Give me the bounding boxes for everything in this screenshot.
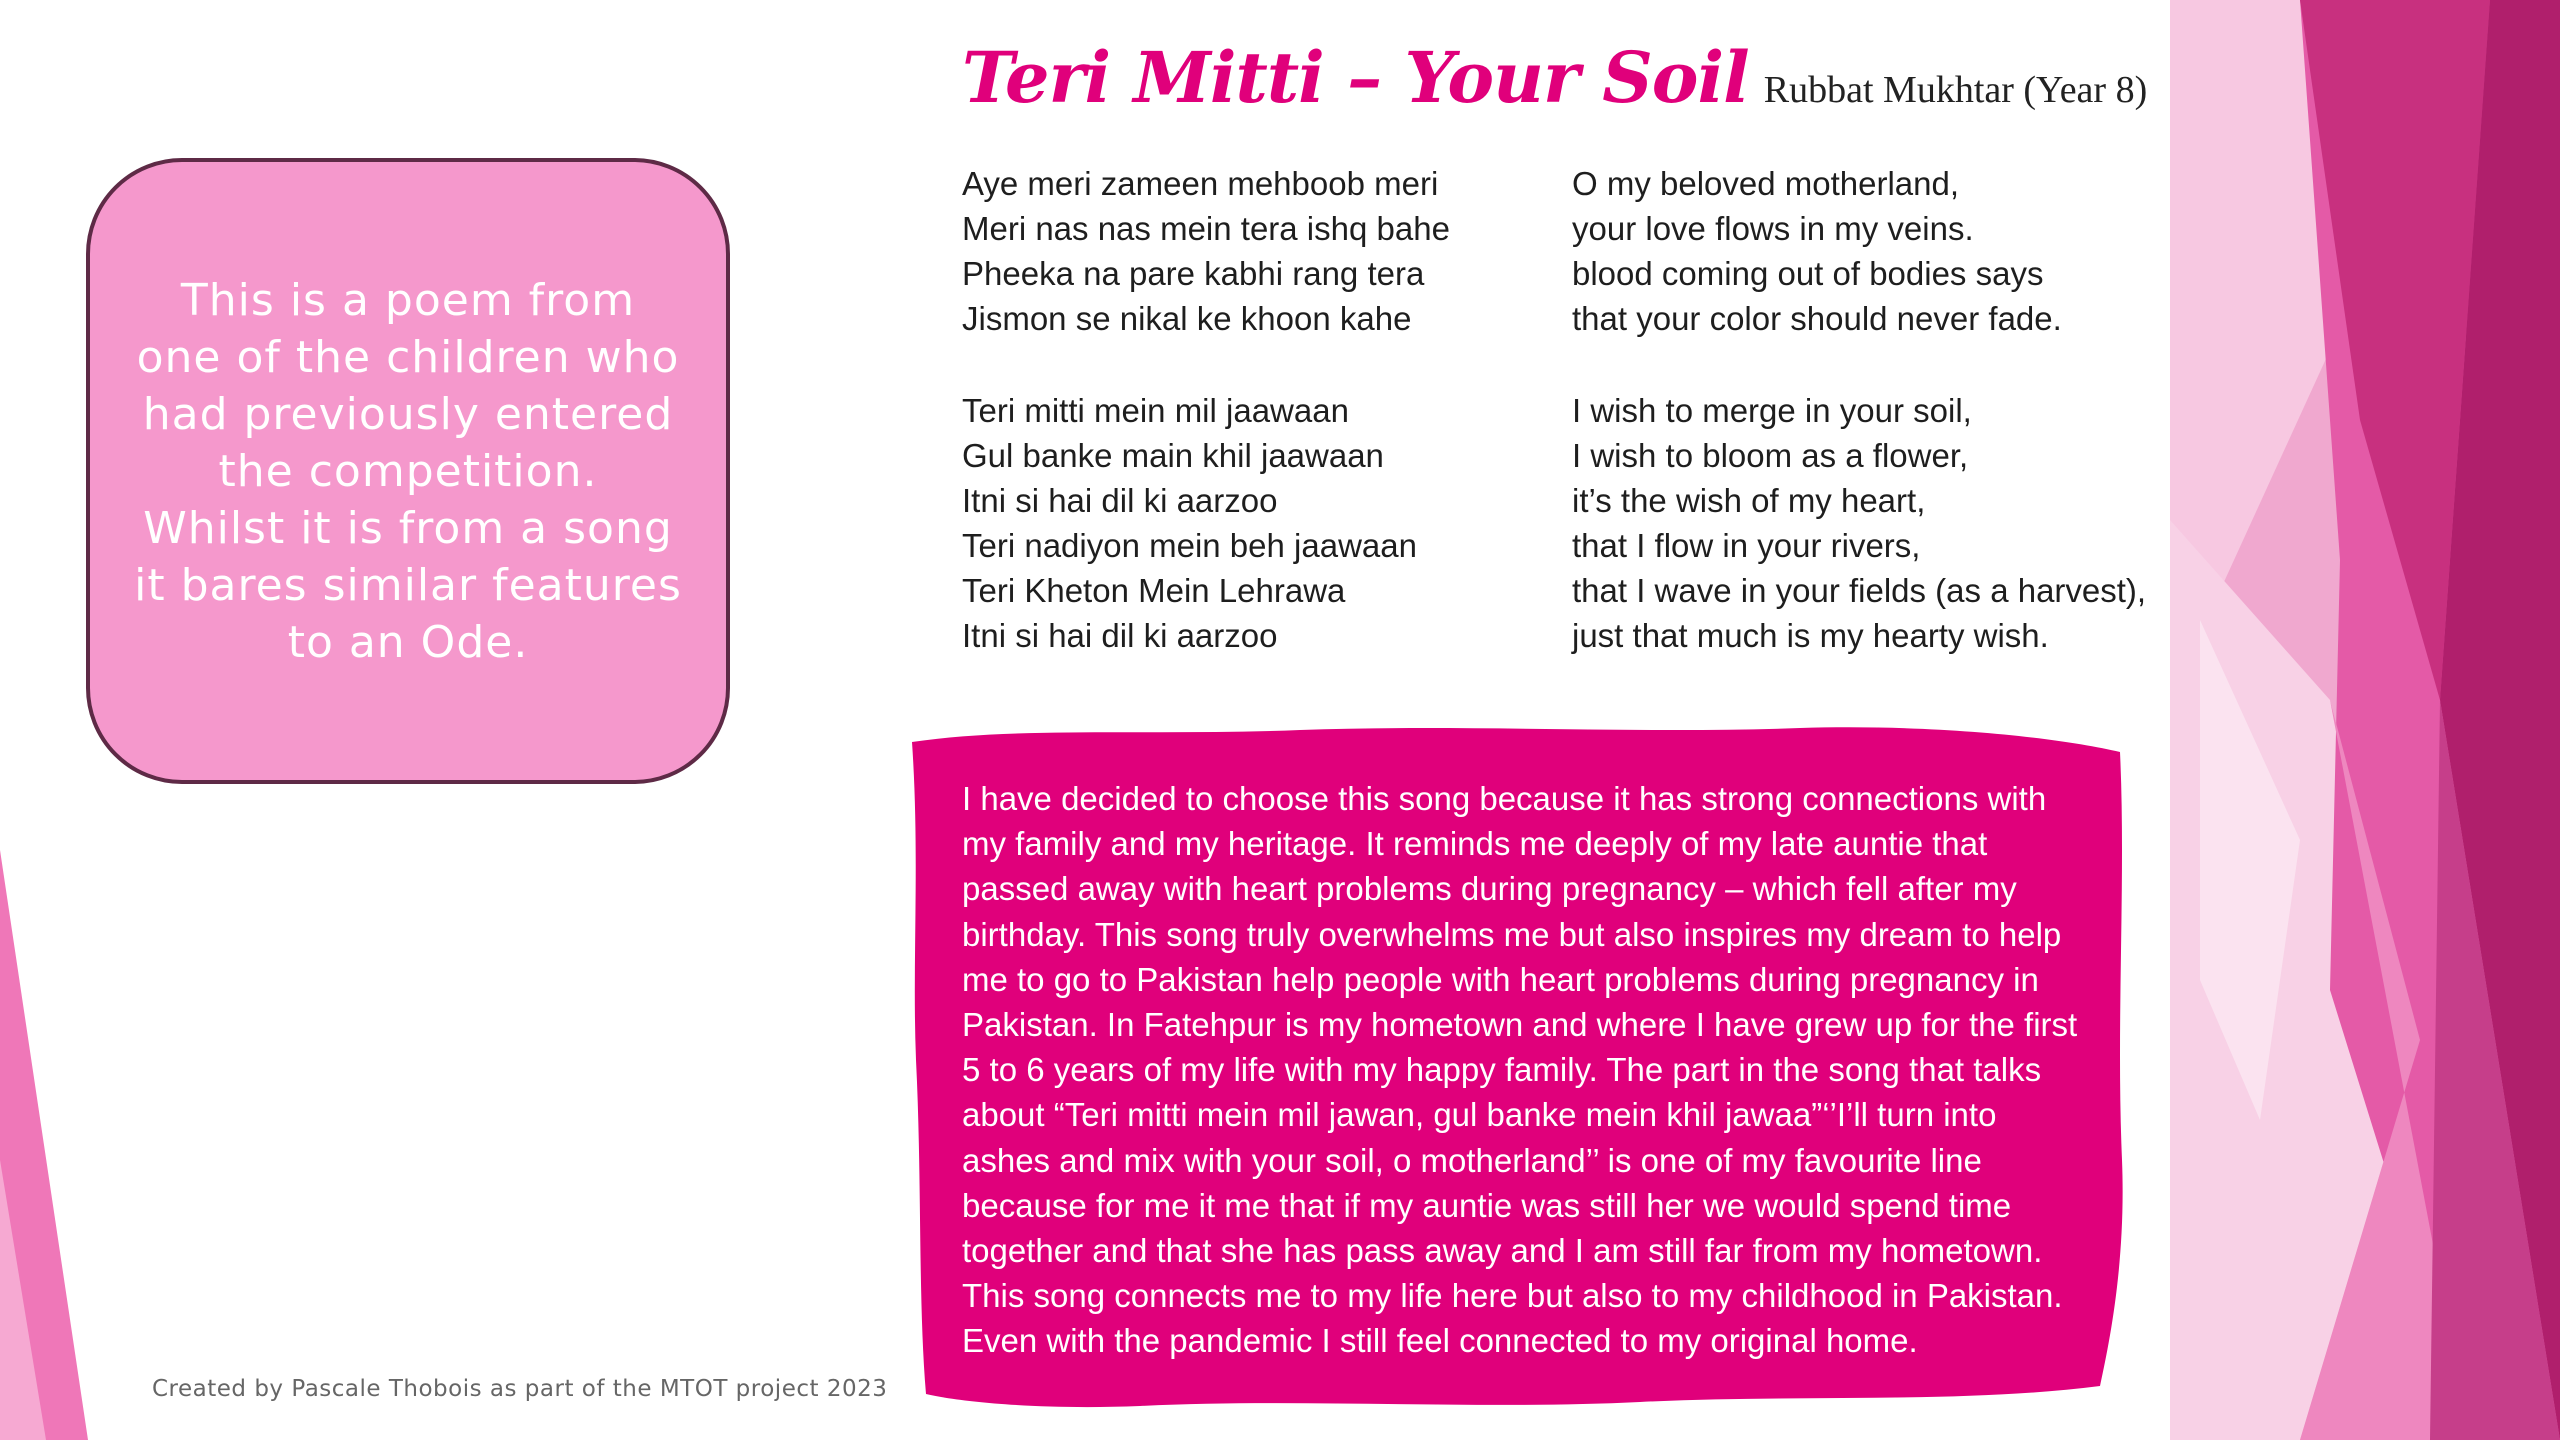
poem-line: Teri Kheton Mein Lehrawa [962,572,1346,609]
poem-line: that I wave in your fields (as a harvest), [1572,572,2147,609]
poem-line: I wish to bloom as a flower, [1572,437,1969,474]
poem-line: Jismon se nikal ke khoon kahe [962,300,1412,337]
poem-line: Teri mitti mein mil jaawaan [962,392,1349,429]
poem-line: Gul banke main khil jaawaan [962,437,1384,474]
poem-line: O my beloved motherland, [1572,165,1960,202]
callout-text [134,272,682,671]
poem-line: blood coming out of bodies says [1572,255,2044,292]
poem-line: it’s the wish of my heart, [1572,482,1926,519]
stanza-1-urdu [962,161,1450,341]
reflection-paragraph: I have decided to choose this song because it has strong connections with my family and my heritage. It reminds me deeply of my late auntie that passed away with heart problems during pregnancy – which fell after my birthday. This song truly overwhelms me but also inspires my dream to help me to go to Pakistan help people with heart problems during pregnancy in Pakistan. In Fatehpur is my hometown and where I have grew up for the first 5 to 6 years of my life with my happy family. The part in the song that talks about “Teri mitti mein mil jawan, gul banke mein khil jawaa”‘’I’ll turn into ashes and mix with your soil, o motherland’’ is one of my favourite line because for me it me that if my auntie was still her we would spend time together and that she has pass away and I am still far from my hometown. This song connects me to my life here but also to my childhood in Pakistan. Even with the pandemic I still feel connected to my original home. [962,780,2078,1360]
poem-author: Rubbat Mukhtar (Year 8) [1763,69,2148,111]
poem-line: Pheeka na pare kabhi rang tera [962,255,1425,292]
poem-line: I wish to merge in your soil, [1572,392,1972,429]
reflection-text-block [962,776,2084,1364]
poem-title [962,36,2162,136]
poem-line: Meri nas nas mein tera ishq bahe [962,210,1450,247]
footer-credit: Created by Pascale Thobois as part of the MTOT project 2023 [152,1376,888,1402]
stanza-2-english [1572,388,2146,658]
stanza-1-english [1572,161,2062,341]
poem-line: your love flows in my veins. [1572,210,1974,247]
callout-text-line-2: Whilst it is from a song it bares similar features to an Ode. [134,502,682,668]
poem-line: Aye meri zameen mehboob meri [962,165,1439,202]
poem-line: that I flow in your rivers, [1572,527,1921,564]
poem-line: that your color should never fade. [1572,300,2062,337]
poem-line: Teri nadiyon mein beh jaawaan [962,527,1417,564]
poem-line: Itni si hai dil ki aarzoo [962,617,1278,654]
poem-title-text: Teri Mitti – Your Soil [962,36,1749,119]
poem-line: just that much is my hearty wish. [1572,617,2049,654]
stanza-2-urdu [962,388,1417,658]
info-callout [86,158,730,784]
poem-line: Itni si hai dil ki aarzoo [962,482,1278,519]
callout-text-line-1: This is a poem from one of the children who had previously entered the competition. [136,274,680,497]
